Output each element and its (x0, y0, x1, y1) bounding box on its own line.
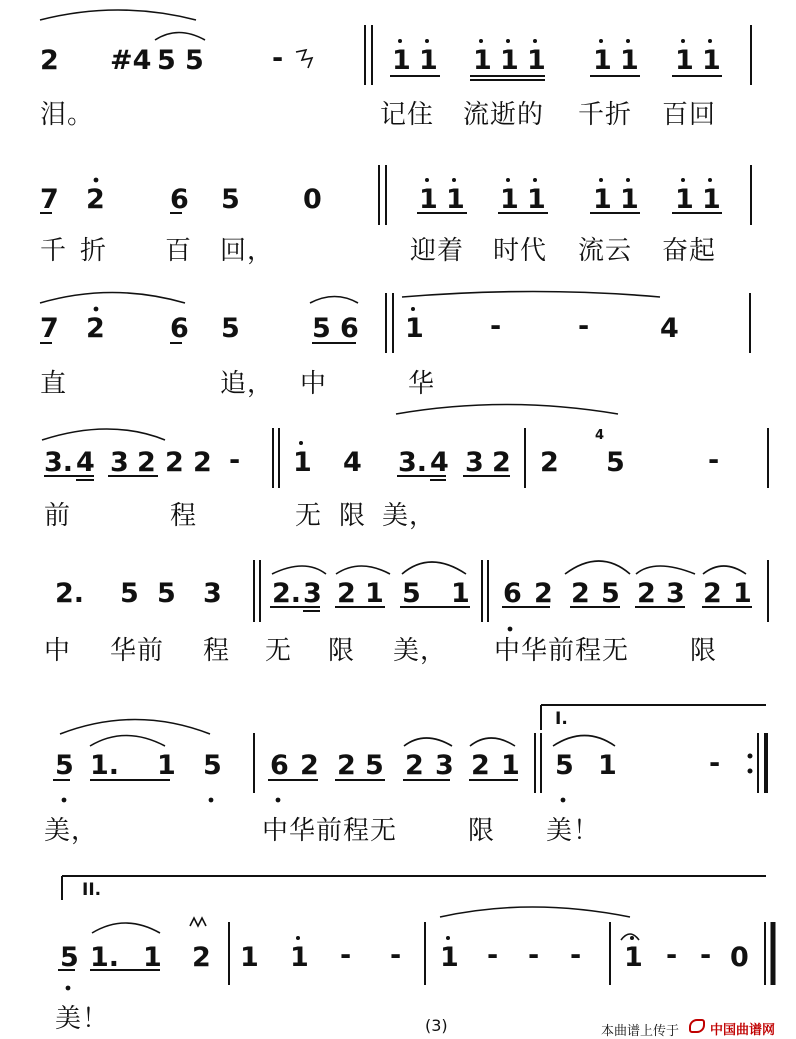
underlines (40, 76, 752, 973)
note: 1 (293, 447, 312, 478)
lyric: 美， (393, 636, 448, 666)
note: 2 (300, 750, 319, 781)
note: 1. (90, 942, 120, 973)
note: 1 (624, 942, 643, 973)
note: 5 (157, 45, 176, 76)
note: 5 (203, 750, 222, 781)
note: 5 (402, 578, 421, 609)
note: 1 (419, 45, 438, 76)
note: 5 (60, 942, 79, 973)
note: 2 (571, 578, 590, 609)
note: 2 (40, 45, 59, 76)
note: 3 (666, 578, 685, 609)
note: 1 (593, 184, 612, 215)
note: 2 (192, 942, 211, 973)
dash: - (700, 940, 712, 971)
note: 1 (157, 750, 176, 781)
note: 1 (440, 942, 459, 973)
lyric: 前 (44, 501, 72, 531)
note: 5 (221, 184, 240, 215)
lyric: 回， (220, 236, 275, 266)
note: 3 (203, 578, 222, 609)
note: 1 (473, 45, 492, 76)
note: 5 (312, 313, 331, 344)
slurs (40, 10, 746, 933)
dash: - (487, 940, 499, 971)
note: 1 (240, 942, 259, 973)
note: 2 (86, 184, 105, 215)
note: 6 (503, 578, 522, 609)
lyric: 限 (339, 501, 367, 531)
note: 3 (465, 447, 484, 478)
note: 1 (143, 942, 162, 973)
note: 1 (702, 184, 721, 215)
dash: - (666, 940, 678, 971)
note: 2 (540, 447, 559, 478)
note: 1 (675, 45, 694, 76)
lyric: 百 (165, 236, 193, 266)
upload-note: 本曲谱上传于 (601, 1024, 680, 1039)
note: 1 (405, 313, 424, 344)
note: 5 (157, 578, 176, 609)
note: 7 (40, 313, 59, 344)
note: 1 (446, 184, 465, 215)
barlines (62, 25, 773, 985)
lyric: 追， (220, 369, 275, 399)
repeat-dots (748, 754, 753, 774)
note: 4 (343, 447, 362, 478)
dash: - (570, 940, 582, 971)
note: 6 (170, 184, 189, 215)
volta-label: II. (82, 880, 102, 900)
note: 3 (435, 750, 454, 781)
note: 4 (430, 447, 449, 478)
note: 5 (365, 750, 384, 781)
lyric: 限 (690, 636, 718, 666)
note: 1 (702, 45, 721, 76)
lyric: 美！ (546, 816, 601, 846)
lyric: 记住 (380, 100, 435, 130)
note: 3 (110, 447, 129, 478)
note: 1 (501, 750, 520, 781)
ornaments (190, 50, 639, 940)
note: 4 (76, 447, 95, 478)
lyric: 无 (295, 501, 323, 531)
grace-note: 4 (595, 428, 605, 443)
lyric: 限 (468, 816, 496, 846)
note: 1 (392, 45, 411, 76)
lyric: 时代 (493, 236, 548, 266)
note: 2 (703, 578, 722, 609)
note: 5 (185, 45, 204, 76)
note: 3 (303, 578, 322, 609)
note: #4 (110, 45, 152, 76)
note: 1 (675, 184, 694, 215)
lyric: 直 (40, 369, 68, 399)
lyric: 程 (170, 501, 198, 531)
lyric: 千 (40, 236, 68, 266)
note: 5 (606, 447, 625, 478)
note: 2. (55, 578, 85, 609)
note: 5 (55, 750, 74, 781)
note: 1 (620, 45, 639, 76)
note: 2 (405, 750, 424, 781)
lyric: 华前 (110, 636, 165, 666)
note: 1 (290, 942, 309, 973)
lyric: 泪。 (40, 100, 95, 130)
note: 5 (555, 750, 574, 781)
note: 1 (365, 578, 384, 609)
lyric: 奋起 (662, 236, 717, 266)
note: 1 (593, 45, 612, 76)
dash: - (390, 940, 402, 971)
lyric: 流云 (578, 236, 633, 266)
note: 2. (272, 578, 302, 609)
note: 1 (527, 184, 546, 215)
dash: - (528, 940, 540, 971)
lyric: 迎着 (410, 236, 465, 266)
note: 6 (340, 313, 359, 344)
note: 3. (44, 447, 74, 478)
note: 1 (527, 45, 546, 76)
dash: - (709, 748, 721, 779)
lyric: 百回 (662, 100, 717, 130)
lyric: 中华前程无 (262, 816, 398, 846)
note: 5 (120, 578, 139, 609)
note: 6 (170, 313, 189, 344)
dash: - (708, 445, 720, 476)
note: 0 (303, 184, 322, 215)
note: 2 (492, 447, 511, 478)
note: 1 (620, 184, 639, 215)
dash: - (578, 311, 590, 342)
note: 2 (86, 313, 105, 344)
note: 2 (337, 578, 356, 609)
lyric: 中 (44, 636, 72, 666)
note: 5 (221, 313, 240, 344)
dash: - (340, 940, 352, 971)
note: 1. (90, 750, 120, 781)
note: 2 (165, 447, 184, 478)
note: 1 (451, 578, 470, 609)
note: 7 (40, 184, 59, 215)
lyric: 程 (203, 636, 231, 666)
lyric: 中 (300, 369, 328, 399)
lyric: 流逝的 (463, 100, 545, 130)
note: 2 (137, 447, 156, 478)
note: 2 (193, 447, 212, 478)
lyric: 千折 (578, 100, 633, 130)
note: 2 (534, 578, 553, 609)
note: 2 (637, 578, 656, 609)
dash: - (272, 43, 284, 74)
dash: - (490, 311, 502, 342)
lyric: 无 (265, 636, 293, 666)
note: 4 (660, 313, 679, 344)
note: 1 (419, 184, 438, 215)
note: 0 (730, 942, 749, 973)
lyric: 美， (44, 816, 99, 846)
note: 1 (598, 750, 617, 781)
lyric: 美， (382, 501, 437, 531)
page-number: (3) (425, 1016, 448, 1035)
lyric: 限 (328, 636, 356, 666)
lyric: 折 (80, 236, 108, 266)
lyric: 美！ (55, 1004, 110, 1034)
note: 1 (733, 578, 752, 609)
note: 2 (337, 750, 356, 781)
lyric: 中华前程无 (494, 636, 630, 666)
note: 2 (471, 750, 490, 781)
note: 3. (398, 447, 428, 478)
note: 1 (500, 184, 519, 215)
volta-label: I. (555, 709, 568, 729)
lyric: 华 (408, 369, 436, 399)
site-logo-text: 中国曲谱网 (710, 1023, 776, 1038)
note: 1 (500, 45, 519, 76)
note: 6 (270, 750, 289, 781)
dash: - (229, 445, 241, 476)
note: 5 (601, 578, 620, 609)
